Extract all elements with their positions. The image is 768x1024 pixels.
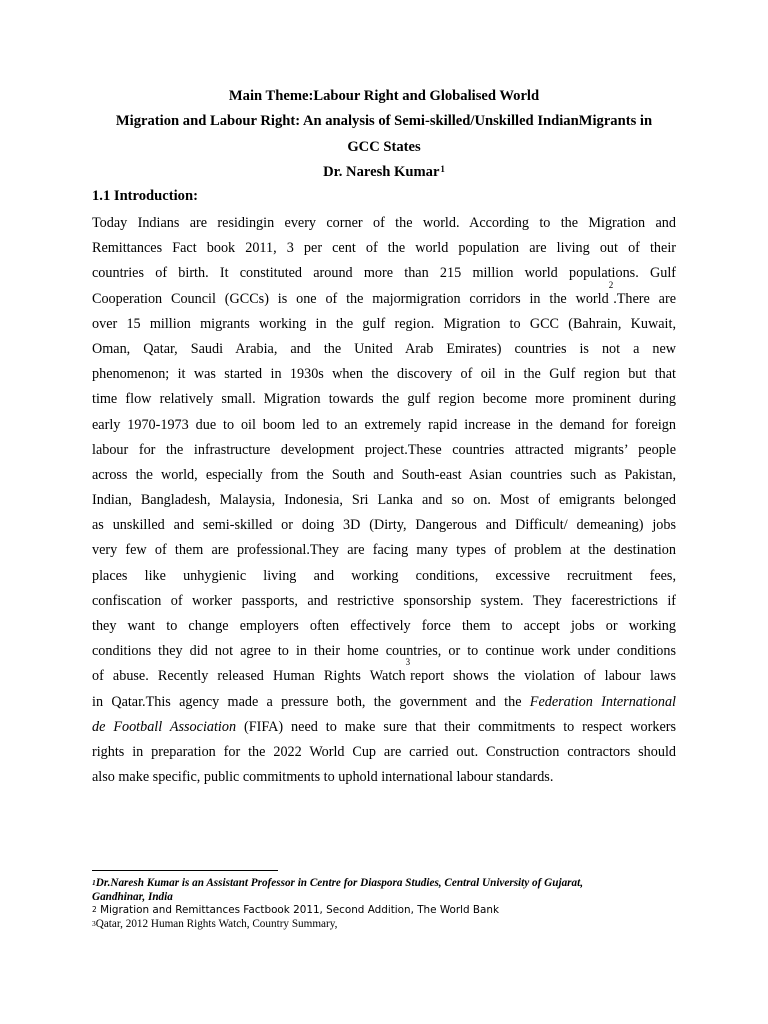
footnote-2 — [92, 904, 682, 918]
section-heading-introduction: 1.1 Introduction: — [92, 188, 198, 204]
paragraph-line: they want to change employers often effectively force them to accept jobs or working — [92, 618, 676, 634]
paragraph-line-tail: .There are — [613, 290, 676, 307]
footnotes — [92, 877, 682, 931]
paragraph-line-text: Cooperation Council (GCCs) is one of the majormigration corridors in the world — [92, 290, 609, 307]
author-footnote-ref[interactable]: 1 — [440, 164, 445, 174]
paragraph-line-text: in Qatar.This agency made a pressure both, the government and the — [92, 693, 530, 710]
paragraph-line: labour for the infrastructure development project.These countries attracted migrants’ people — [92, 441, 676, 458]
paragraph-line: Indian, Bangladesh, Malaysia, Indonesia, Sri Lanka and so on. Most of emigrants belonged — [92, 492, 676, 509]
paragraph-line — [92, 279, 676, 312]
paragraph-line: across the world, especially from the South and South-east Asian countries such as Pakistan, — [92, 466, 676, 483]
paragraph-line-tail: report shows the violation of labour laws — [410, 668, 676, 685]
paragraph-line: conditions they did not agree to in their home countries, or to continue work under conditions — [92, 643, 676, 660]
footnote-2-text: Migration and Remittances Factbook 2011, Second Addition, The World Bank — [96, 904, 500, 916]
paragraph-line: Remittances Fact book 2011, 3 per cent of the world population are living out of their — [92, 240, 676, 257]
paragraph-line: as unskilled and semi-skilled or doing 3D (Dirty, Dangerous and Difficult/ demeaning) jobs — [92, 517, 676, 534]
paper-title-line-2: GCC States — [347, 139, 421, 155]
paragraph-line: phenomenon; it was started in 1930s when the discovery of oil in the Gulf region but that — [92, 366, 676, 383]
paragraph-line — [92, 715, 676, 740]
paragraph-line: countries of birth. It constituted around more than 215 million world populations. Gulf — [92, 265, 676, 282]
paragraph-line: also make specific, public commitments to uphold international labour standards. — [92, 769, 554, 786]
author-name-text: Dr. Naresh Kumar — [323, 164, 440, 180]
paragraph-line: very few of them are professional.They are facing many types of problem at the destination — [92, 542, 676, 559]
paragraph-line: Oman, Qatar, Saudi Arabia, and the United Arab Emirates) countries is not a new — [92, 340, 676, 357]
footnote-ref-3[interactable]: 3 — [405, 657, 411, 668]
footnote-1 — [92, 877, 682, 904]
paragraph-line: Today Indians are residingin every corner of the world. According to the Migration and — [92, 215, 676, 231]
footnote-3 — [92, 918, 682, 932]
paragraph-line-text: of abuse. Recently released Human Rights Watch — [92, 668, 406, 685]
main-theme-heading: Main Theme:Labour Right and Globalised World — [228, 88, 540, 104]
paragraph-line — [92, 690, 676, 715]
fifa-name-italic: Federation International — [529, 693, 676, 710]
introduction-paragraph — [92, 211, 676, 790]
footnote-3-text: Qatar, 2012 Human Rights Watch, Country Summary, — [95, 917, 338, 930]
footnote-1-text-cont: Gandhinar, India — [92, 890, 173, 903]
paragraph-line — [92, 657, 676, 689]
paper-title-line-1: Migration and Labour Right: An analysis of Semi-skilled/Unskilled IndianMigrants in — [115, 113, 653, 129]
footnote-2-ref: 2 — [92, 905, 97, 914]
paragraph-line: rights in preparation for the 2022 World Cup are carried out. Construction contractors should — [92, 743, 676, 760]
paragraph-line: early 1970-1973 due to oil boom led to an extremely rapid increase in the demand for foreign — [92, 416, 676, 433]
footnote-ref-2[interactable]: 2 — [608, 279, 614, 290]
paragraph-line: places like unhygienic living and working conditions, excessive recruitment fees, — [92, 567, 676, 584]
footnote-1-ref: 1 — [92, 878, 96, 887]
paragraph-line: over 15 million migrants working in the gulf region. Migration to GCC (Bahrain, Kuwait, — [92, 315, 676, 332]
paragraph-line: confiscation of worker passports, and restrictive sponsorship system. They facerestrictions if — [92, 592, 676, 609]
author-name — [92, 163, 676, 181]
footnote-separator — [92, 870, 278, 871]
footnote-1-text: Dr.Naresh Kumar is an Assistant Professor in Centre for Diaspora Studies, Central University of Gujarat, — [95, 877, 584, 889]
paragraph-line-tail: (FIFA) need to make sure that their commitments to respect workers — [236, 718, 676, 735]
paragraph-line: time flow relatively small. Migration towards the gulf region become more prominent during — [92, 391, 676, 408]
fifa-name-italic-cont: de Football Association — [92, 718, 237, 735]
footnote-3-ref: 3 — [92, 918, 96, 928]
